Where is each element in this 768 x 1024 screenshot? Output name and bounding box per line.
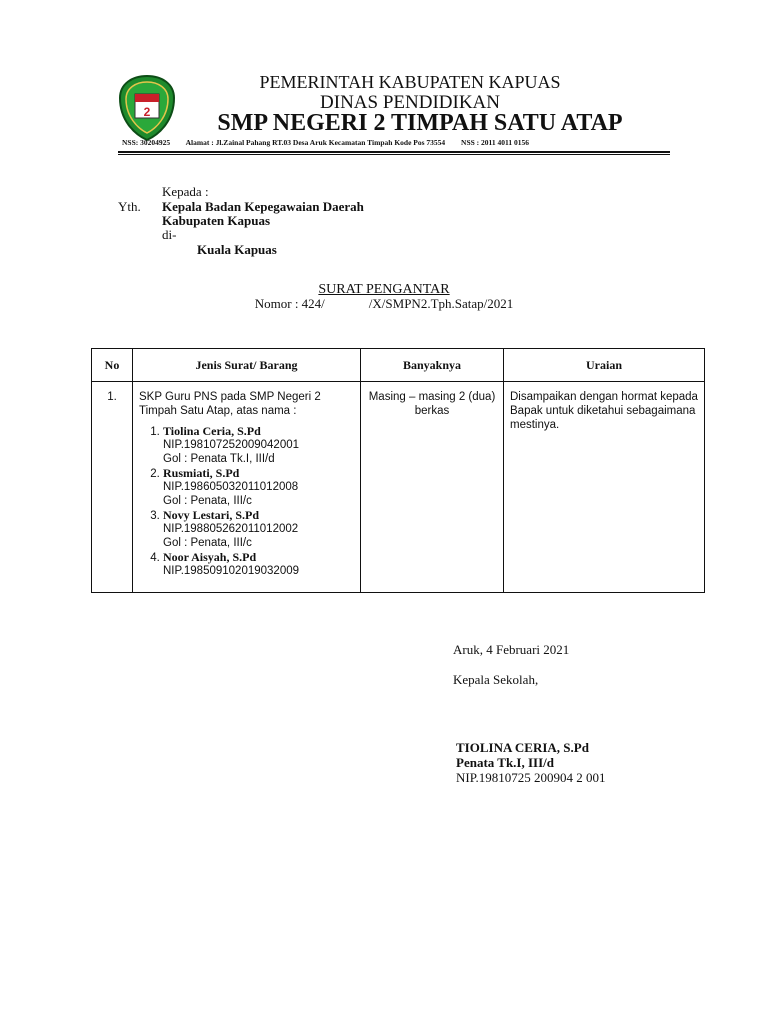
signatory-position: Kepala Sekolah, — [453, 672, 539, 687]
cell-uraian: Disampaikan dengan hormat kepada Bapak untuk diketahui sebagaimana mestinya. — [504, 382, 705, 593]
letterhead-address — [122, 138, 543, 147]
cell-banyaknya: Masing – masing 2 (dua) berkas — [361, 382, 504, 593]
school-logo — [118, 74, 176, 142]
letterhead-divider-thin — [118, 154, 670, 155]
list-item — [163, 424, 354, 466]
col-header-jenis: Jenis Surat/ Barang — [133, 349, 361, 382]
employee-name: 3. Novy Lestari, S.Pd — [163, 508, 259, 522]
signatory-rank: Penata Tk.I, III/d — [456, 755, 555, 770]
recipient-line2: Kabupaten Kapuas — [162, 213, 271, 228]
letterhead-department: DINAS PENDIDIKAN — [320, 92, 500, 113]
cell-jenis — [133, 382, 361, 593]
svg-text:2: 2 — [143, 105, 151, 119]
list-item — [163, 508, 354, 550]
cell-no: 1. — [92, 382, 133, 593]
col-header-uraian: Uraian — [504, 349, 705, 382]
recipient-kepada: Kepada : — [162, 184, 209, 199]
letter-number-prefix: Nomor : 424/ — [254, 296, 325, 311]
list-item — [163, 550, 354, 578]
recipient-yth: Yth. — [118, 199, 141, 214]
items-table — [91, 348, 705, 593]
letterhead-nss2: NSS : 2011 4011 0156 — [461, 138, 529, 147]
employee-nip: NIP.198805262011012002 — [163, 523, 299, 535]
col-header-banyaknya: Banyaknya — [361, 349, 504, 382]
letterhead-government: PEMERINTAH KABUPATEN KAPUAS — [259, 72, 561, 92]
employee-nip: NIP.198107252009042001 — [163, 439, 300, 451]
table-header-row — [92, 349, 705, 382]
table-row — [92, 382, 705, 593]
letter-number-suffix: /X/SMPN2.Tph.Satap/2021 — [368, 296, 514, 311]
letterhead-school-name: SMP NEGERI 2 TIMPAH SATU ATAP — [217, 110, 623, 136]
jenis-description: SKP Guru PNS pada SMP Negeri 2 Timpah Satu Atap, atas nama : — [139, 391, 321, 417]
recipient-line1: Kepala Badan Kepegawaian Daerah — [162, 199, 364, 214]
list-item — [163, 466, 354, 508]
employee-name: 1. Tiolina Ceria, S.Pd — [163, 424, 261, 438]
employee-gol: Gol : Penata, III/c — [163, 495, 252, 507]
recipient-di: di- — [162, 227, 177, 242]
employee-list — [139, 424, 354, 578]
signatory-name: TIOLINA CERIA, S.Pd — [456, 740, 589, 755]
employee-gol: Gol : Penata, III/c — [163, 537, 252, 549]
letterhead-nss: NSS: 30204925 — [122, 138, 171, 147]
place-date: Aruk, 4 Februari 2021 — [453, 642, 570, 657]
employee-name: 2. Rusmiati, S.Pd — [163, 466, 240, 480]
letter-title: SURAT PENGANTAR — [318, 282, 450, 297]
employee-nip: NIP.198509102019032009 — [163, 565, 300, 577]
letterhead-alamat: Alamat : Jl.Zainal Pahang RT.03 Desa Aruk Kecamatan Timpah Kode Pos 73554 — [185, 138, 446, 147]
employee-name: 4. Noor Aisyah, S.Pd — [163, 550, 257, 564]
employee-nip: NIP.198605032011012008 — [163, 481, 299, 493]
col-header-no: No — [92, 349, 133, 382]
recipient-city: Kuala Kapuas — [197, 242, 277, 257]
letterhead-divider — [118, 151, 670, 153]
signatory-nip: NIP.19810725 200904 2 001 — [456, 770, 606, 785]
letter-number — [0, 296, 768, 312]
employee-gol: Gol : Penata Tk.I, III/d — [163, 453, 275, 465]
